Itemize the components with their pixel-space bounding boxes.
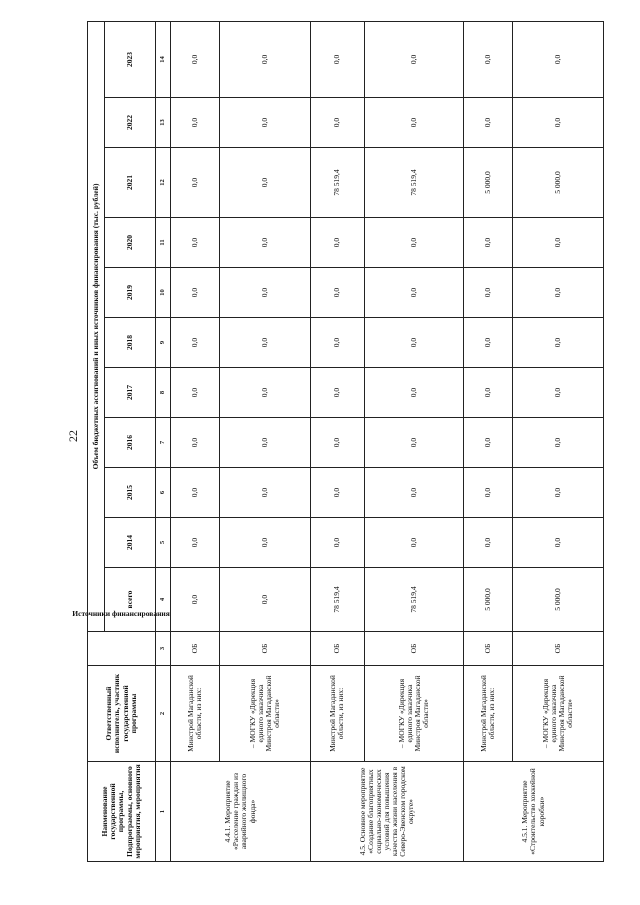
- row-value: 0,0: [171, 418, 220, 468]
- row-value: 0,0: [171, 21, 220, 97]
- row-value: 5 000,0: [513, 568, 604, 632]
- row-value: 0,0: [364, 468, 463, 518]
- row-value: 0,0: [364, 218, 463, 268]
- header-year: 2020: [105, 218, 156, 268]
- table-row: [464, 21, 513, 861]
- rotated-table-container: [72, 22, 604, 862]
- row-source: ОБ: [310, 632, 364, 666]
- row-name: 4.4.1. Мероприятие «Расселение граждан из аварийного жилищного фонда»: [171, 762, 311, 862]
- row-value: 0,0: [464, 21, 513, 97]
- row-value: 0,0: [220, 318, 311, 368]
- financing-table: [72, 21, 604, 862]
- row-value: 0,0: [464, 468, 513, 518]
- row-value: 0,0: [464, 368, 513, 418]
- column-number-row: [156, 21, 171, 861]
- row-value: 0,0: [171, 218, 220, 268]
- row-value: 0,0: [310, 468, 364, 518]
- row-value: 0,0: [464, 518, 513, 568]
- row-value: 0,0: [364, 268, 463, 318]
- row-value: 0,0: [364, 21, 463, 97]
- header-year: 2018: [105, 318, 156, 368]
- column-number: 9: [156, 318, 171, 368]
- row-value: 78 519,4: [310, 148, 364, 218]
- row-value: 0,0: [310, 318, 364, 368]
- row-value: 78 519,4: [310, 568, 364, 632]
- column-number: 7: [156, 418, 171, 468]
- row-value: 0,0: [310, 518, 364, 568]
- row-value: 0,0: [171, 568, 220, 632]
- row-value: 0,0: [220, 418, 311, 468]
- row-value: 0,0: [220, 148, 311, 218]
- row-value: 0,0: [220, 268, 311, 318]
- header-source: [72, 609, 171, 666]
- row-value: 0,0: [513, 21, 604, 97]
- row-value: 0,0: [364, 318, 463, 368]
- row-value: 0,0: [513, 518, 604, 568]
- row-value: 0,0: [464, 98, 513, 148]
- header-year: 2019: [105, 268, 156, 318]
- row-value: 0,0: [310, 21, 364, 97]
- page-number: 22: [66, 430, 80, 442]
- row-value: 0,0: [513, 98, 604, 148]
- column-number: 11: [156, 218, 171, 268]
- header-row-group: [88, 21, 105, 861]
- row-name: 4.5. Основное мероприятие «Создание благоприятных социально-экономических условий для повышения качества жизни населения в Северо-Эвенском городском округе»: [310, 762, 463, 862]
- row-source: ОБ: [364, 632, 463, 666]
- column-number: 2: [156, 666, 171, 762]
- header-name: Наименование государственной программы, Подпрограммы, основного мероприятия, мероприятия: [88, 762, 156, 862]
- table-row: [513, 21, 604, 861]
- header-executor: Ответственный исполнитель, участник государственной программы: [88, 666, 156, 762]
- row-value: 0,0: [464, 318, 513, 368]
- row-value: 0,0: [220, 518, 311, 568]
- column-number: 6: [156, 468, 171, 518]
- row-executor: Минстрой Магаданской области, из них:: [310, 666, 364, 762]
- row-value: 0,0: [171, 98, 220, 148]
- row-source: ОБ: [220, 632, 311, 666]
- row-value: 5 000,0: [464, 568, 513, 632]
- row-value: 0,0: [364, 98, 463, 148]
- column-number: 10: [156, 268, 171, 318]
- row-value: 0,0: [364, 368, 463, 418]
- row-value: 0,0: [171, 468, 220, 518]
- row-value: 78 519,4: [364, 148, 463, 218]
- row-value: 0,0: [513, 418, 604, 468]
- row-value: 0,0: [513, 368, 604, 418]
- row-executor: Минстрой Магаданской области, из них:: [171, 666, 220, 762]
- row-value: 0,0: [171, 268, 220, 318]
- row-source: ОБ: [513, 632, 604, 666]
- row-executor: – МОГКУ «Дирекция единого заказчика Минстроя Магаданской области»: [220, 666, 311, 762]
- table-row: [220, 21, 311, 861]
- row-value: 0,0: [364, 518, 463, 568]
- row-value: 78 519,4: [364, 568, 463, 632]
- row-value: 0,0: [220, 568, 311, 632]
- header-year: 2015: [105, 468, 156, 518]
- header-year: 2022: [105, 98, 156, 148]
- header-year: 2014: [105, 518, 156, 568]
- row-executor: – МОГКУ «Дирекция единого заказчика Минстроя Магаданской области»: [513, 666, 604, 762]
- row-value: 0,0: [364, 418, 463, 468]
- header-year: 2017: [105, 368, 156, 418]
- row-value: 0,0: [171, 148, 220, 218]
- row-source: ОБ: [464, 632, 513, 666]
- header-year: 2023: [105, 21, 156, 97]
- header-total: всего: [105, 568, 156, 632]
- row-value: 0,0: [310, 98, 364, 148]
- column-number: 12: [156, 148, 171, 218]
- row-value: 0,0: [464, 418, 513, 468]
- row-value: 0,0: [171, 318, 220, 368]
- row-value: 0,0: [513, 468, 604, 518]
- row-name: 4.5.1. Мероприятие «Строительство хоккейной коробки»: [464, 762, 604, 862]
- row-value: 0,0: [171, 518, 220, 568]
- header-volume-group: Объем бюджетных ассигнований и иных источников финансирования (тыс. рублей): [88, 21, 105, 631]
- column-number: 3: [156, 632, 171, 666]
- row-value: 0,0: [220, 218, 311, 268]
- header-year: 2016: [105, 418, 156, 468]
- row-value: 0,0: [513, 268, 604, 318]
- table-row: [171, 21, 220, 861]
- row-value: 0,0: [464, 268, 513, 318]
- column-number: 1: [156, 762, 171, 862]
- row-executor: – МОГКУ «Дирекция единого заказчика Минстроя Магаданской области»: [364, 666, 463, 762]
- row-source: ОБ: [171, 632, 220, 666]
- row-value: 5 000,0: [464, 148, 513, 218]
- row-executor: Минстрой Магаданской области, из них:: [464, 666, 513, 762]
- row-value: 0,0: [310, 268, 364, 318]
- row-value: 0,0: [310, 418, 364, 468]
- row-value: 0,0: [220, 368, 311, 418]
- column-number: 13: [156, 98, 171, 148]
- row-value: 0,0: [220, 468, 311, 518]
- row-value: 0,0: [220, 98, 311, 148]
- column-number: 5: [156, 518, 171, 568]
- table-row: [310, 21, 364, 861]
- row-value: 0,0: [513, 218, 604, 268]
- header-year: 2021: [105, 148, 156, 218]
- row-value: 0,0: [310, 368, 364, 418]
- column-number: 8: [156, 368, 171, 418]
- row-value: 0,0: [464, 218, 513, 268]
- row-value: 0,0: [513, 318, 604, 368]
- table-row: [364, 21, 463, 861]
- row-value: 5 000,0: [513, 148, 604, 218]
- header-source-label: Источники финансирования: [72, 609, 171, 619]
- row-value: 0,0: [220, 21, 311, 97]
- column-number: 4: [156, 568, 171, 632]
- row-value: 0,0: [171, 368, 220, 418]
- row-value: 0,0: [310, 218, 364, 268]
- column-number: 14: [156, 21, 171, 97]
